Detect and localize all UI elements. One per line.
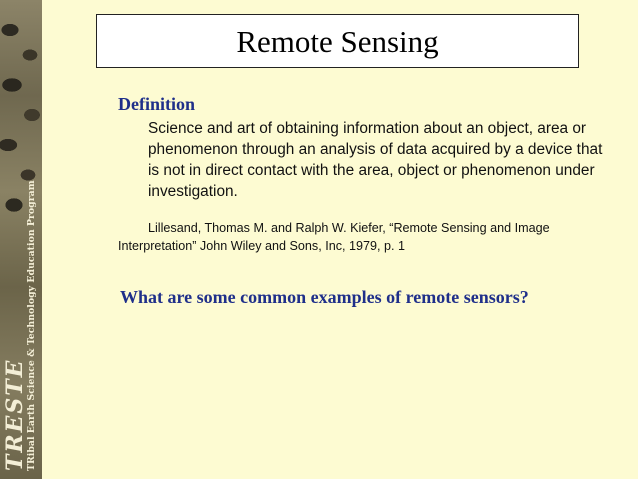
sidebar-banner: [0, 0, 42, 479]
sidebar-tagline: TRibal Earth Science & Technology Education Program: [26, 180, 37, 471]
citation-text: Lillesand, Thomas M. and Ralph W. Kiefer, “Remote Sensing and Image Interpretation” John Wiley and Sons, Inc, 1979, p. 1: [118, 221, 550, 253]
treste-logo: TRESTE: [2, 358, 28, 471]
definition-text: Science and art of obtaining information about an object, area or phenomenon through an analysis of data acquired by a device that is not in direct contact with the area, object or phenomenon under investigation.: [148, 120, 603, 200]
slide-title: Remote Sensing: [96, 14, 579, 68]
sidebar-text-group: [2, 180, 42, 479]
definition-heading: Definition: [118, 94, 196, 114]
question-text: What are some common examples of remote sensors?: [120, 287, 529, 307]
